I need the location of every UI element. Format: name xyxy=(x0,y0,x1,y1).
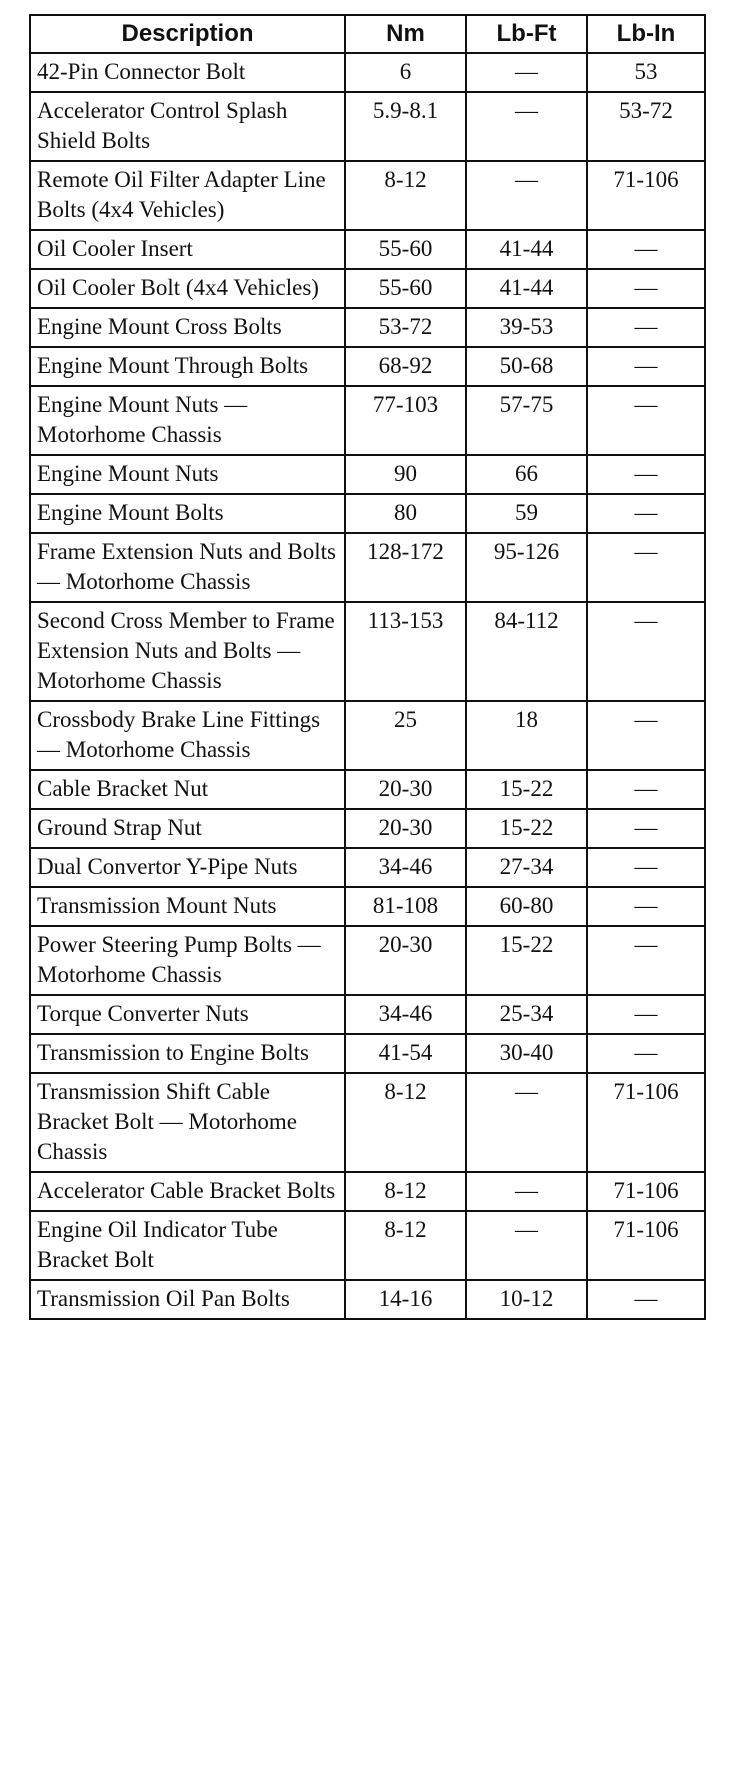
table-row xyxy=(30,887,705,926)
cell-description: Remote Oil Filter Adapter Line Bolts (4x4 Vehicles) xyxy=(30,161,345,230)
table-row xyxy=(30,161,705,230)
cell-nm: 41-54 xyxy=(345,1034,466,1073)
table-row xyxy=(30,926,705,995)
cell-lb-in: — xyxy=(587,770,705,809)
cell-nm: 34-46 xyxy=(345,995,466,1034)
cell-lb-in: — xyxy=(587,995,705,1034)
cell-nm: 8-12 xyxy=(345,1172,466,1211)
cell-lb-in: — xyxy=(587,347,705,386)
cell-lb-ft: 15-22 xyxy=(466,770,587,809)
header-nm: Nm xyxy=(345,15,466,53)
table-row xyxy=(30,602,705,701)
cell-description: Power Steering Pump Bolts — Motorhome Chassis xyxy=(30,926,345,995)
cell-description: Accelerator Cable Bracket Bolts xyxy=(30,1172,345,1211)
table-row xyxy=(30,53,705,92)
cell-lb-ft: — xyxy=(466,53,587,92)
cell-lb-in: — xyxy=(587,308,705,347)
cell-description: Engine Mount Bolts xyxy=(30,494,345,533)
cell-nm: 80 xyxy=(345,494,466,533)
cell-lb-in: 71-106 xyxy=(587,1172,705,1211)
cell-lb-in: — xyxy=(587,1034,705,1073)
cell-lb-in: 71-106 xyxy=(587,1211,705,1280)
cell-lb-in: — xyxy=(587,848,705,887)
cell-nm: 53-72 xyxy=(345,308,466,347)
cell-nm: 113-153 xyxy=(345,602,466,701)
cell-nm: 55-60 xyxy=(345,230,466,269)
cell-description: Accelerator Control Splash Shield Bolts xyxy=(30,92,345,161)
table-header xyxy=(30,15,705,53)
table-row xyxy=(30,995,705,1034)
table-row xyxy=(30,308,705,347)
cell-nm: 14-16 xyxy=(345,1280,466,1319)
header-lb-ft: Lb-Ft xyxy=(466,15,587,53)
cell-lb-ft: 25-34 xyxy=(466,995,587,1034)
cell-lb-in: — xyxy=(587,533,705,602)
cell-nm: 6 xyxy=(345,53,466,92)
cell-description: Transmission Mount Nuts xyxy=(30,887,345,926)
cell-description: Oil Cooler Bolt (4x4 Vehicles) xyxy=(30,269,345,308)
header-description: Description xyxy=(30,15,345,53)
table-row xyxy=(30,386,705,455)
cell-lb-ft: — xyxy=(466,161,587,230)
table-body xyxy=(30,53,705,1319)
cell-lb-in: — xyxy=(587,230,705,269)
cell-lb-in: — xyxy=(587,1280,705,1319)
table-row xyxy=(30,1073,705,1172)
cell-nm: 8-12 xyxy=(345,1211,466,1280)
cell-lb-in: 71-106 xyxy=(587,1073,705,1172)
cell-lb-in: — xyxy=(587,887,705,926)
cell-lb-ft: 59 xyxy=(466,494,587,533)
cell-description: Transmission Shift Cable Bracket Bolt — Motorhome Chassis xyxy=(30,1073,345,1172)
cell-lb-in: — xyxy=(587,386,705,455)
cell-lb-ft: 41-44 xyxy=(466,269,587,308)
cell-description: Engine Mount Nuts xyxy=(30,455,345,494)
cell-lb-ft: 30-40 xyxy=(466,1034,587,1073)
cell-lb-ft: — xyxy=(466,1172,587,1211)
cell-lb-ft: 15-22 xyxy=(466,809,587,848)
cell-nm: 8-12 xyxy=(345,161,466,230)
table-row xyxy=(30,701,705,770)
cell-nm: 25 xyxy=(345,701,466,770)
cell-description: Crossbody Brake Line Fittings — Motorhome Chassis xyxy=(30,701,345,770)
cell-lb-in: — xyxy=(587,494,705,533)
table-row xyxy=(30,494,705,533)
cell-nm: 20-30 xyxy=(345,926,466,995)
cell-lb-ft: 66 xyxy=(466,455,587,494)
cell-lb-ft: 41-44 xyxy=(466,230,587,269)
table-row xyxy=(30,533,705,602)
table-row xyxy=(30,455,705,494)
cell-lb-ft: 84-112 xyxy=(466,602,587,701)
cell-nm: 90 xyxy=(345,455,466,494)
cell-lb-in: — xyxy=(587,269,705,308)
table-row xyxy=(30,770,705,809)
cell-description: Ground Strap Nut xyxy=(30,809,345,848)
table-row xyxy=(30,1172,705,1211)
cell-lb-in: — xyxy=(587,809,705,848)
cell-lb-in: — xyxy=(587,602,705,701)
cell-nm: 20-30 xyxy=(345,809,466,848)
cell-lb-ft: 15-22 xyxy=(466,926,587,995)
cell-lb-ft: 50-68 xyxy=(466,347,587,386)
cell-lb-ft: — xyxy=(466,1073,587,1172)
cell-description: Engine Mount Through Bolts xyxy=(30,347,345,386)
cell-description: Engine Mount Nuts — Motorhome Chassis xyxy=(30,386,345,455)
table-row xyxy=(30,1211,705,1280)
table-row xyxy=(30,347,705,386)
table-row xyxy=(30,1034,705,1073)
cell-nm: 5.9-8.1 xyxy=(345,92,466,161)
cell-description: Torque Converter Nuts xyxy=(30,995,345,1034)
table-row xyxy=(30,848,705,887)
table-row xyxy=(30,1280,705,1319)
cell-description: Dual Convertor Y-Pipe Nuts xyxy=(30,848,345,887)
cell-lb-ft: 18 xyxy=(466,701,587,770)
cell-nm: 77-103 xyxy=(345,386,466,455)
cell-description: Engine Oil Indicator Tube Bracket Bolt xyxy=(30,1211,345,1280)
cell-lb-in: — xyxy=(587,455,705,494)
table-row xyxy=(30,230,705,269)
cell-description: Second Cross Member to Frame Extension Nuts and Bolts — Motorhome Chassis xyxy=(30,602,345,701)
cell-description: Transmission to Engine Bolts xyxy=(30,1034,345,1073)
table-row xyxy=(30,92,705,161)
cell-lb-ft: — xyxy=(466,1211,587,1280)
cell-nm: 128-172 xyxy=(345,533,466,602)
cell-lb-in: 53-72 xyxy=(587,92,705,161)
cell-nm: 68-92 xyxy=(345,347,466,386)
cell-lb-ft: — xyxy=(466,92,587,161)
table-row xyxy=(30,809,705,848)
cell-nm: 34-46 xyxy=(345,848,466,887)
cell-lb-ft: 10-12 xyxy=(466,1280,587,1319)
cell-description: Oil Cooler Insert xyxy=(30,230,345,269)
cell-description: Cable Bracket Nut xyxy=(30,770,345,809)
cell-nm: 81-108 xyxy=(345,887,466,926)
cell-nm: 8-12 xyxy=(345,1073,466,1172)
cell-description: Frame Extension Nuts and Bolts — Motorhome Chassis xyxy=(30,533,345,602)
cell-lb-in: — xyxy=(587,701,705,770)
cell-lb-in: 53 xyxy=(587,53,705,92)
header-row xyxy=(30,15,705,53)
cell-description: Transmission Oil Pan Bolts xyxy=(30,1280,345,1319)
cell-description: Engine Mount Cross Bolts xyxy=(30,308,345,347)
torque-specification-table xyxy=(29,14,706,1320)
cell-lb-ft: 27-34 xyxy=(466,848,587,887)
cell-lb-in: 71-106 xyxy=(587,161,705,230)
torque-spec-sheet xyxy=(29,14,704,1320)
cell-lb-ft: 60-80 xyxy=(466,887,587,926)
cell-lb-ft: 39-53 xyxy=(466,308,587,347)
header-lb-in: Lb-In xyxy=(587,15,705,53)
cell-lb-ft: 95-126 xyxy=(466,533,587,602)
cell-lb-in: — xyxy=(587,926,705,995)
cell-nm: 55-60 xyxy=(345,269,466,308)
table-row xyxy=(30,269,705,308)
cell-lb-ft: 57-75 xyxy=(466,386,587,455)
cell-nm: 20-30 xyxy=(345,770,466,809)
cell-description: 42-Pin Connector Bolt xyxy=(30,53,345,92)
